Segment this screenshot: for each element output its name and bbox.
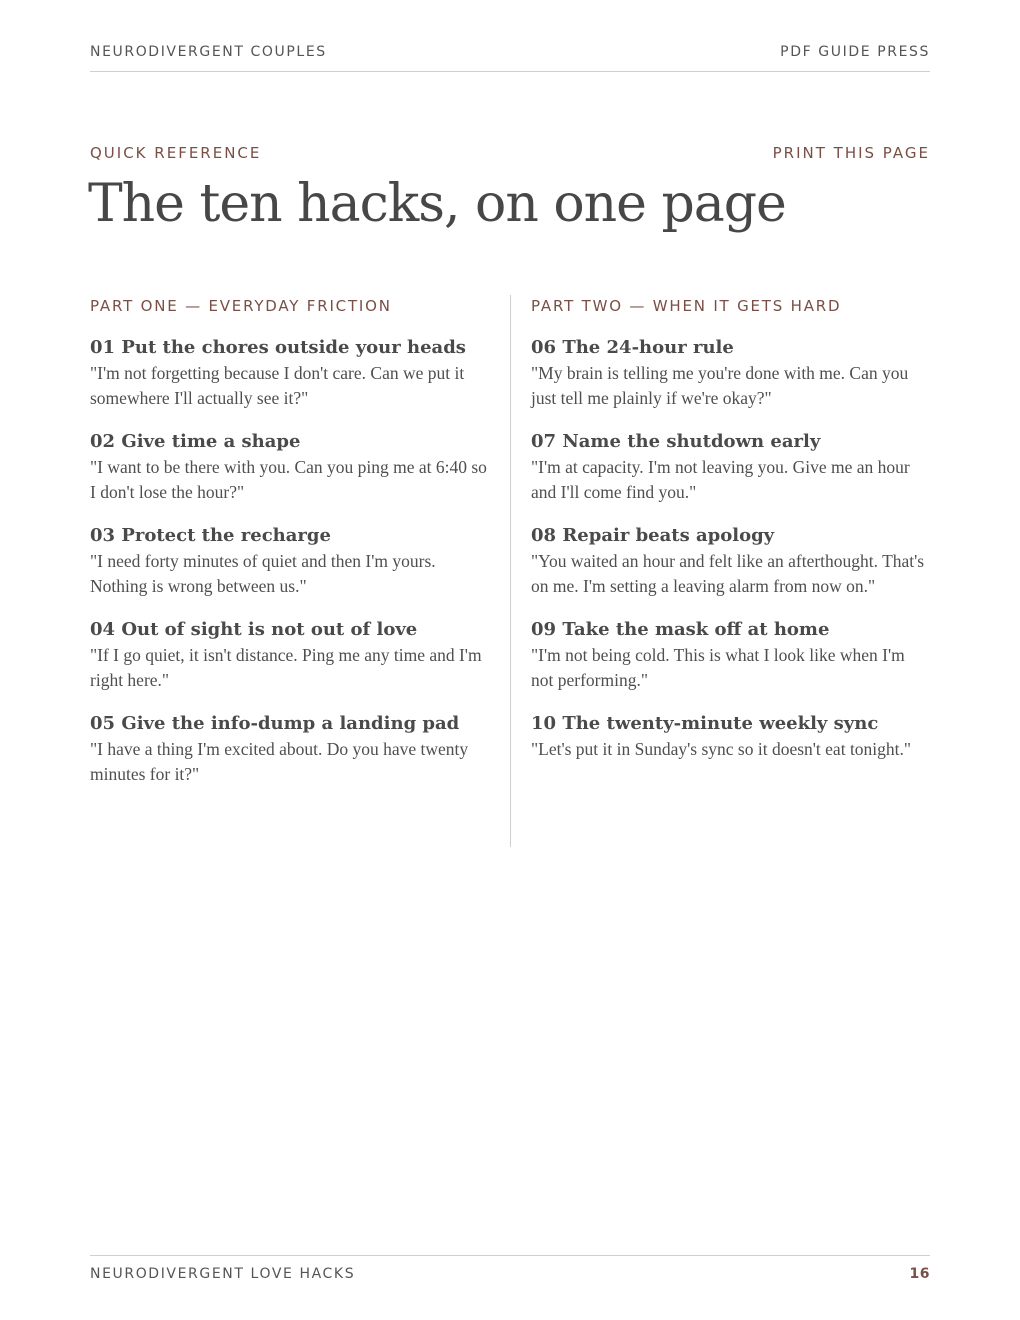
hack-title: 10 The twenty-minute weekly sync: [531, 713, 879, 734]
part-two-column: [531, 295, 931, 781]
kicker-row: [90, 144, 930, 162]
hack-quote: "Let's put it in Sunday's sync so it doesn't eat tonight.": [531, 739, 912, 759]
hack-title: 09 Take the mask off at home: [531, 619, 830, 640]
print-this-page-label: PRINT THIS PAGE: [772, 144, 930, 162]
hack-quote: "I want to be there with you. Can you ping me at 6:40 so I don't lose the hour?": [90, 457, 487, 502]
hack-item: [531, 335, 931, 410]
header-publisher: PDF GUIDE PRESS: [780, 44, 930, 60]
hack-title: 08 Repair beats apology: [531, 525, 775, 546]
hack-item: [531, 429, 931, 504]
hack-quote: "You waited an hour and felt like an afterthought. That's on me. I'm setting a leaving alarm from now on.": [531, 551, 925, 596]
part-one-column: [90, 295, 490, 805]
header-publication-title: NEURODIVERGENT COUPLES: [90, 44, 327, 60]
hack-item: [90, 617, 490, 692]
page-title: The ten hacks, on one page: [88, 174, 786, 234]
column-divider: [510, 295, 511, 847]
hack-item: [531, 711, 931, 762]
page-number: 16: [909, 1266, 930, 1282]
hack-item: [90, 523, 490, 598]
hack-quote: "If I go quiet, it isn't distance. Ping me any time and I'm right here.": [90, 645, 482, 690]
part-two-heading: PART TWO — WHEN IT GETS HARD: [531, 297, 842, 315]
hack-quote: "I need forty minutes of quiet and then I'm yours. Nothing is wrong between us.": [90, 551, 436, 596]
part-one-heading: PART ONE — EVERYDAY FRICTION: [90, 297, 392, 315]
hack-title: 07 Name the shutdown early: [531, 431, 821, 452]
hack-item: [90, 335, 490, 410]
hack-title: 05 Give the info-dump a landing pad: [90, 713, 460, 734]
section-kicker: QUICK REFERENCE: [90, 144, 262, 162]
hack-quote: "I'm not being cold. This is what I look like when I'm not performing.": [531, 645, 905, 690]
hack-item: [531, 523, 931, 598]
hack-quote: "I have a thing I'm excited about. Do you have twenty minutes for it?": [90, 739, 469, 784]
hack-quote: "I'm not forgetting because I don't care. Can we put it somewhere I'll actually see it?": [90, 363, 465, 408]
hack-title: 02 Give time a shape: [90, 431, 301, 452]
hack-item: [90, 429, 490, 504]
hack-quote: "I'm at capacity. I'm not leaving you. Give me an hour and I'll come find you.": [531, 457, 910, 502]
hack-title: 06 The 24-hour rule: [531, 337, 734, 358]
hack-item: [531, 617, 931, 692]
hack-quote: "My brain is telling me you're done with me. Can you just tell me plainly if we're okay?": [531, 363, 909, 408]
running-header: [90, 44, 930, 72]
hack-item: [90, 711, 490, 786]
hack-title: 01 Put the chores outside your heads: [90, 337, 466, 358]
running-footer: [90, 1255, 930, 1282]
hack-title: 03 Protect the recharge: [90, 525, 331, 546]
hacks-columns: [90, 295, 930, 847]
hack-title: 04 Out of sight is not out of love: [90, 619, 418, 640]
footer-book-title: NEURODIVERGENT LOVE HACKS: [90, 1266, 356, 1282]
